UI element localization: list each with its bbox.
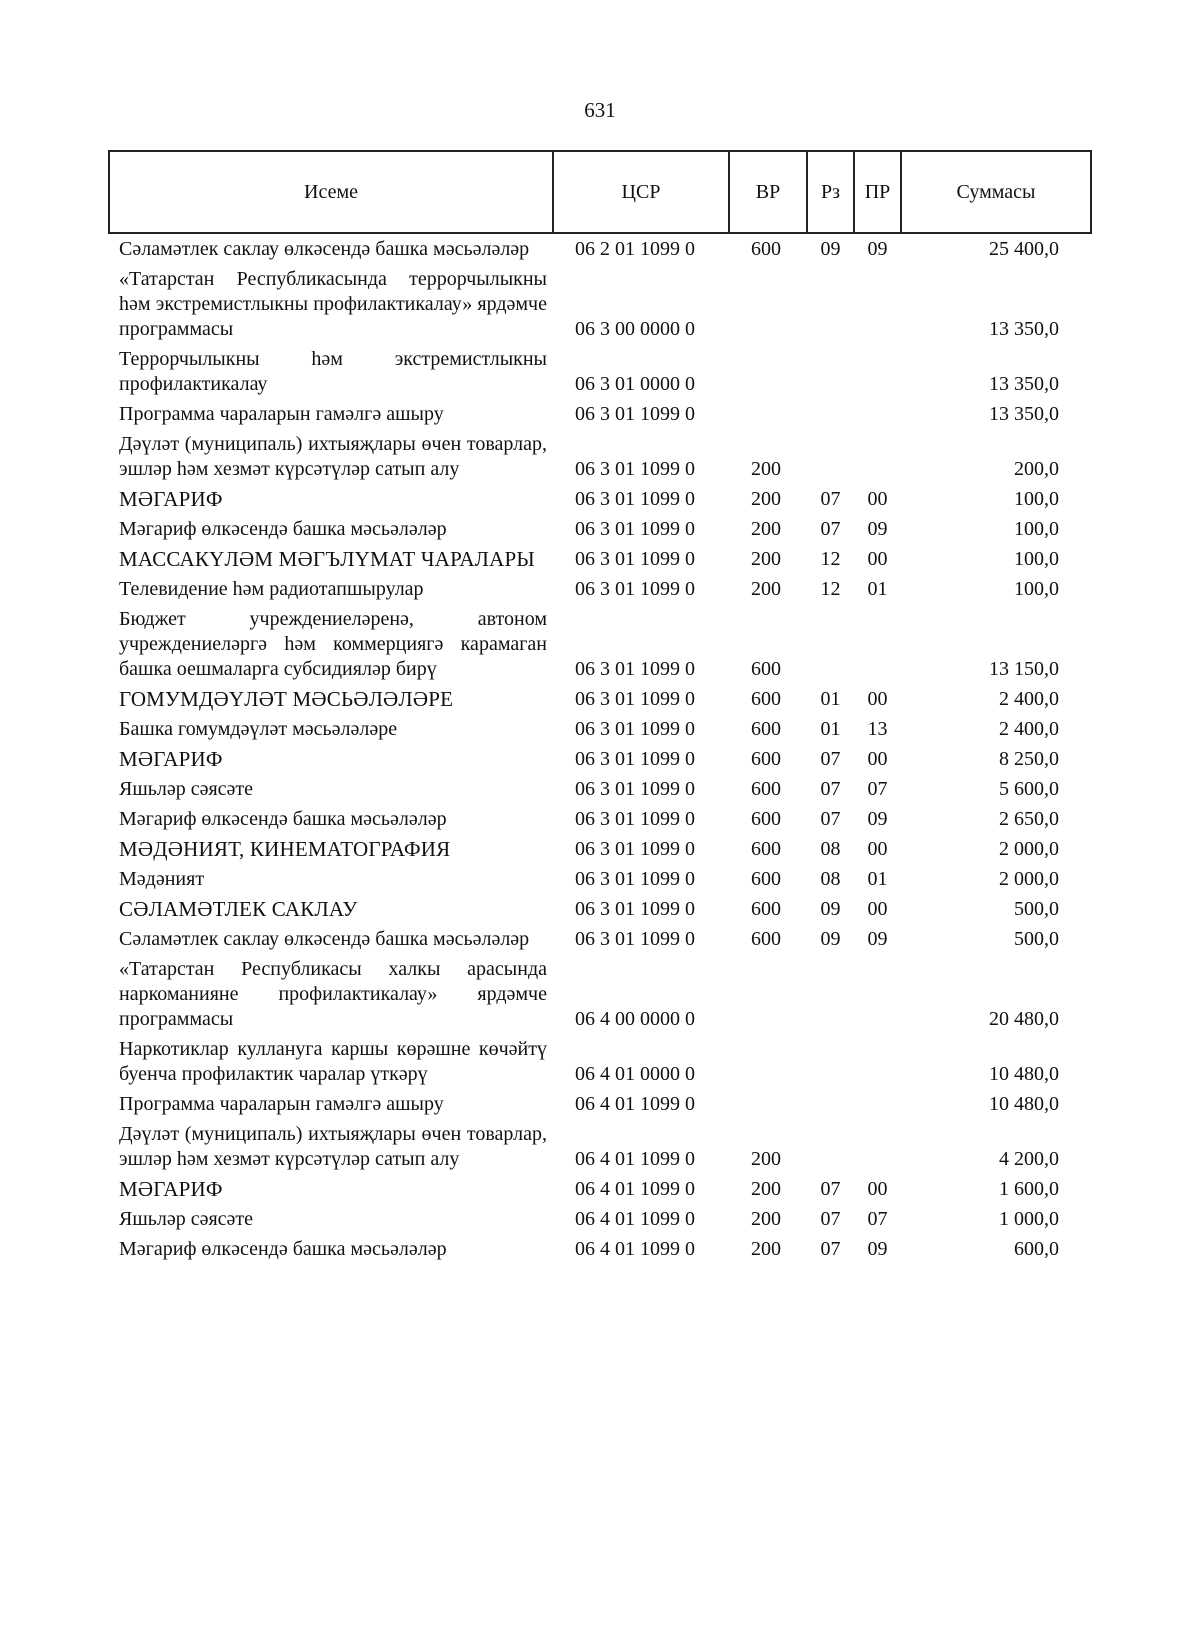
cell-name: Террорчылыкны һәм экстремистлыкны профилактикалау <box>119 348 547 395</box>
table-row <box>109 892 1091 922</box>
table-row <box>109 1202 1091 1232</box>
table-row <box>109 1172 1091 1202</box>
cell-vr: 600 <box>751 238 781 260</box>
cell-name: МӘГАРИФ <box>119 487 223 511</box>
cell-pr: 00 <box>867 548 888 570</box>
cell-vr: 200 <box>751 488 781 510</box>
cell-pr <box>854 602 901 682</box>
table-row <box>109 572 1091 602</box>
cell-pr: 07 <box>867 778 888 800</box>
cell-pr: 07 <box>867 1208 888 1230</box>
cell-csr: 06 4 01 0000 0 <box>575 1063 695 1085</box>
cell-rz: 01 <box>820 688 841 710</box>
table-row <box>109 427 1091 482</box>
cell-vr: 200 <box>751 1208 781 1230</box>
table-row <box>109 682 1091 712</box>
cell-name: «Татарстан Республикасы халкы арасында наркоманияне профилактикалау» ярдәмче программасы <box>119 958 547 1030</box>
cell-pr: 00 <box>867 488 888 510</box>
cell-name: Сәламәтлек саклау өлкәсендә башка мәсьәләләр <box>119 928 530 950</box>
cell-sum: 200,0 <box>1014 458 1059 480</box>
cell-pr: 00 <box>867 688 888 710</box>
cell-name: Башка гомумдәүләт мәсьәләләре <box>119 718 398 740</box>
header-name: Исеме <box>109 151 553 233</box>
cell-vr: 600 <box>751 688 781 710</box>
cell-pr <box>854 397 901 427</box>
cell-csr: 06 3 01 1099 0 <box>575 658 695 680</box>
cell-pr: 01 <box>867 578 888 600</box>
cell-rz: 08 <box>820 868 841 890</box>
cell-pr: 00 <box>867 898 888 920</box>
cell-csr: 06 3 01 1099 0 <box>575 403 695 425</box>
cell-sum: 13 350,0 <box>989 373 1059 395</box>
cell-pr: 00 <box>867 838 888 860</box>
cell-sum: 10 480,0 <box>989 1063 1059 1085</box>
table-row <box>109 1232 1091 1262</box>
cell-sum: 500,0 <box>1014 898 1059 920</box>
cell-vr <box>729 1087 807 1117</box>
cell-vr: 600 <box>751 778 781 800</box>
cell-pr <box>854 1117 901 1172</box>
cell-vr: 200 <box>751 578 781 600</box>
cell-vr: 200 <box>751 548 781 570</box>
cell-pr: 13 <box>867 718 888 740</box>
cell-rz: 12 <box>820 578 841 600</box>
cell-pr <box>854 427 901 482</box>
cell-vr: 200 <box>751 1178 781 1200</box>
cell-vr: 200 <box>751 518 781 540</box>
cell-name: Мәгариф өлкәсендә башка мәсьәләләр <box>119 518 447 540</box>
cell-csr: 06 3 01 1099 0 <box>575 548 695 570</box>
table-header <box>109 151 1091 233</box>
cell-pr <box>854 1032 901 1087</box>
cell-rz: 07 <box>820 748 841 770</box>
cell-name: МӘДӘНИЯТ, КИНЕМАТОГРАФИЯ <box>119 837 451 861</box>
cell-rz <box>807 602 854 682</box>
cell-csr: 06 4 01 1099 0 <box>575 1208 695 1230</box>
cell-name: Мәгариф өлкәсендә башка мәсьәләләр <box>119 808 447 830</box>
cell-sum: 1 000,0 <box>999 1208 1059 1230</box>
cell-rz: 07 <box>820 778 841 800</box>
cell-rz <box>807 1117 854 1172</box>
cell-vr: 200 <box>751 1148 781 1170</box>
cell-sum: 4 200,0 <box>999 1148 1059 1170</box>
cell-csr: 06 4 00 0000 0 <box>575 1008 695 1030</box>
cell-sum: 2 000,0 <box>999 838 1059 860</box>
cell-rz: 07 <box>820 1178 841 1200</box>
header-csr: ЦСР <box>553 151 729 233</box>
cell-csr: 06 4 01 1099 0 <box>575 1178 695 1200</box>
header-sum: Суммасы <box>901 151 1091 233</box>
cell-sum: 8 250,0 <box>999 748 1059 770</box>
table-row <box>109 952 1091 1032</box>
cell-csr: 06 3 01 1099 0 <box>575 488 695 510</box>
cell-vr: 200 <box>751 1238 781 1260</box>
cell-pr: 09 <box>867 238 888 260</box>
cell-sum: 2 650,0 <box>999 808 1059 830</box>
table-row <box>109 397 1091 427</box>
cell-sum: 2 400,0 <box>999 688 1059 710</box>
table-row <box>109 832 1091 862</box>
cell-pr <box>854 342 901 397</box>
cell-csr: 06 4 01 1099 0 <box>575 1093 695 1115</box>
table-row <box>109 602 1091 682</box>
cell-csr: 06 3 01 1099 0 <box>575 518 695 540</box>
budget-table <box>108 150 1092 1262</box>
cell-vr <box>729 952 807 1032</box>
cell-pr: 01 <box>867 868 888 890</box>
cell-vr: 600 <box>751 718 781 740</box>
cell-name: Сәламәтлек саклау өлкәсендә башка мәсьәләләр <box>119 238 530 260</box>
cell-pr: 09 <box>867 518 888 540</box>
cell-vr <box>729 1032 807 1087</box>
cell-rz <box>807 1087 854 1117</box>
cell-rz: 07 <box>820 488 841 510</box>
cell-sum: 20 480,0 <box>989 1008 1059 1030</box>
cell-pr <box>854 952 901 1032</box>
cell-vr: 600 <box>751 838 781 860</box>
cell-sum: 25 400,0 <box>989 238 1059 260</box>
cell-name: ГОМУМДӘҮЛӘТ МӘСЬӘЛӘЛӘРЕ <box>119 687 454 711</box>
cell-rz: 01 <box>820 718 841 740</box>
cell-sum: 100,0 <box>1014 488 1059 510</box>
cell-rz: 09 <box>820 928 841 950</box>
cell-name: Наркотиклар куллануга каршы көрәшне көчәйтү буенча профилактик чаралар үткәрү <box>119 1038 547 1085</box>
cell-rz: 07 <box>820 1208 841 1230</box>
cell-pr: 00 <box>867 1178 888 1200</box>
cell-pr: 09 <box>867 808 888 830</box>
cell-sum: 100,0 <box>1014 578 1059 600</box>
cell-csr: 06 3 01 1099 0 <box>575 928 695 950</box>
table-row <box>109 512 1091 542</box>
cell-pr: 09 <box>867 1238 888 1260</box>
cell-csr: 06 3 01 1099 0 <box>575 718 695 740</box>
table-body <box>109 233 1091 1262</box>
table-row <box>109 772 1091 802</box>
cell-csr: 06 3 01 1099 0 <box>575 748 695 770</box>
table-row <box>109 802 1091 832</box>
cell-name: МӘГАРИФ <box>119 747 223 771</box>
table-row <box>109 233 1091 262</box>
cell-rz <box>807 1032 854 1087</box>
budget-table-container <box>108 150 1090 1262</box>
table-row <box>109 262 1091 342</box>
cell-csr: 06 3 01 1099 0 <box>575 458 695 480</box>
cell-csr: 06 3 01 1099 0 <box>575 778 695 800</box>
cell-vr <box>729 262 807 342</box>
cell-vr: 600 <box>751 898 781 920</box>
cell-sum: 5 600,0 <box>999 778 1059 800</box>
table-row <box>109 862 1091 892</box>
cell-vr: 600 <box>751 748 781 770</box>
cell-sum: 2 000,0 <box>999 868 1059 890</box>
cell-name: МӘГАРИФ <box>119 1177 223 1201</box>
cell-vr: 600 <box>751 868 781 890</box>
cell-name: Программа чараларын гамәлгә ашыру <box>119 403 444 425</box>
cell-csr: 06 4 01 1099 0 <box>575 1148 695 1170</box>
cell-sum: 13 350,0 <box>989 403 1059 425</box>
table-row <box>109 922 1091 952</box>
cell-name: Дәүләт (муниципаль) ихтыяҗлары өчен товарлар, эшләр һәм хезмәт күрсәтүләр сатып алу <box>119 1123 547 1170</box>
cell-csr: 06 2 01 1099 0 <box>575 238 695 260</box>
cell-rz <box>807 427 854 482</box>
cell-sum: 500,0 <box>1014 928 1059 950</box>
cell-name: СӘЛАМӘТЛЕК САКЛАУ <box>119 897 358 921</box>
cell-csr: 06 3 01 1099 0 <box>575 838 695 860</box>
cell-rz: 07 <box>820 808 841 830</box>
cell-vr: 600 <box>751 658 781 680</box>
table-row <box>109 482 1091 512</box>
table-row <box>109 1032 1091 1087</box>
table-row <box>109 542 1091 572</box>
cell-name: Программа чараларын гамәлгә ашыру <box>119 1093 444 1115</box>
cell-pr: 09 <box>867 928 888 950</box>
cell-name: Телевидение һәм радиотапшырулар <box>119 578 424 600</box>
header-vr: ВР <box>729 151 807 233</box>
cell-csr: 06 3 01 1099 0 <box>575 898 695 920</box>
header-rz: Рз <box>807 151 854 233</box>
cell-csr: 06 3 01 0000 0 <box>575 373 695 395</box>
cell-csr: 06 3 01 1099 0 <box>575 808 695 830</box>
cell-rz <box>807 952 854 1032</box>
cell-name: Бюджет учреждениеләренә, автоном учреждениеләргә һәм коммерциягә карамаган башка оешмаларга субсидияләр бирү <box>119 608 547 680</box>
cell-vr <box>729 397 807 427</box>
cell-pr: 00 <box>867 748 888 770</box>
table-row <box>109 742 1091 772</box>
page-number: 631 <box>584 98 616 122</box>
cell-sum: 600,0 <box>1014 1238 1059 1260</box>
cell-rz <box>807 262 854 342</box>
cell-csr: 06 3 01 1099 0 <box>575 688 695 710</box>
cell-name: «Татарстан Республикасында террорчылыкны һәм экстремистлыкны профилактикалау» ярдәмче программасы <box>119 268 547 340</box>
cell-name: Мәдәният <box>119 868 205 890</box>
table-row <box>109 342 1091 397</box>
cell-csr: 06 4 01 1099 0 <box>575 1238 695 1260</box>
cell-pr <box>854 262 901 342</box>
cell-name: Яшьләр сәясәте <box>119 778 254 800</box>
cell-csr: 06 3 01 1099 0 <box>575 868 695 890</box>
cell-vr: 600 <box>751 928 781 950</box>
cell-sum: 13 150,0 <box>989 658 1059 680</box>
cell-name: Дәүләт (муниципаль) ихтыяҗлары өчен товарлар, эшләр һәм хезмәт күрсәтүләр сатып алу <box>119 433 547 480</box>
cell-rz <box>807 342 854 397</box>
cell-rz: 12 <box>820 548 841 570</box>
cell-sum: 13 350,0 <box>989 318 1059 340</box>
cell-name: Яшьләр сәясәте <box>119 1208 254 1230</box>
cell-sum: 2 400,0 <box>999 718 1059 740</box>
table-row <box>109 1117 1091 1172</box>
cell-csr: 06 3 00 0000 0 <box>575 318 695 340</box>
cell-name: Мәгариф өлкәсендә башка мәсьәләләр <box>119 1238 447 1260</box>
header-pr: ПР <box>854 151 901 233</box>
cell-name: МАССАКҮЛӘМ МӘГЪЛҮМАТ ЧАРАЛАРЫ <box>119 547 535 571</box>
cell-rz <box>807 397 854 427</box>
cell-pr <box>854 1087 901 1117</box>
table-row <box>109 1087 1091 1117</box>
cell-rz: 09 <box>820 898 841 920</box>
cell-sum: 10 480,0 <box>989 1093 1059 1115</box>
cell-vr <box>729 342 807 397</box>
cell-rz: 09 <box>820 238 841 260</box>
cell-rz: 08 <box>820 838 841 860</box>
cell-sum: 100,0 <box>1014 518 1059 540</box>
cell-sum: 100,0 <box>1014 548 1059 570</box>
cell-csr: 06 3 01 1099 0 <box>575 578 695 600</box>
cell-sum: 1 600,0 <box>999 1178 1059 1200</box>
cell-vr: 200 <box>751 458 781 480</box>
cell-rz: 07 <box>820 1238 841 1260</box>
table-row <box>109 712 1091 742</box>
cell-rz: 07 <box>820 518 841 540</box>
cell-vr: 600 <box>751 808 781 830</box>
